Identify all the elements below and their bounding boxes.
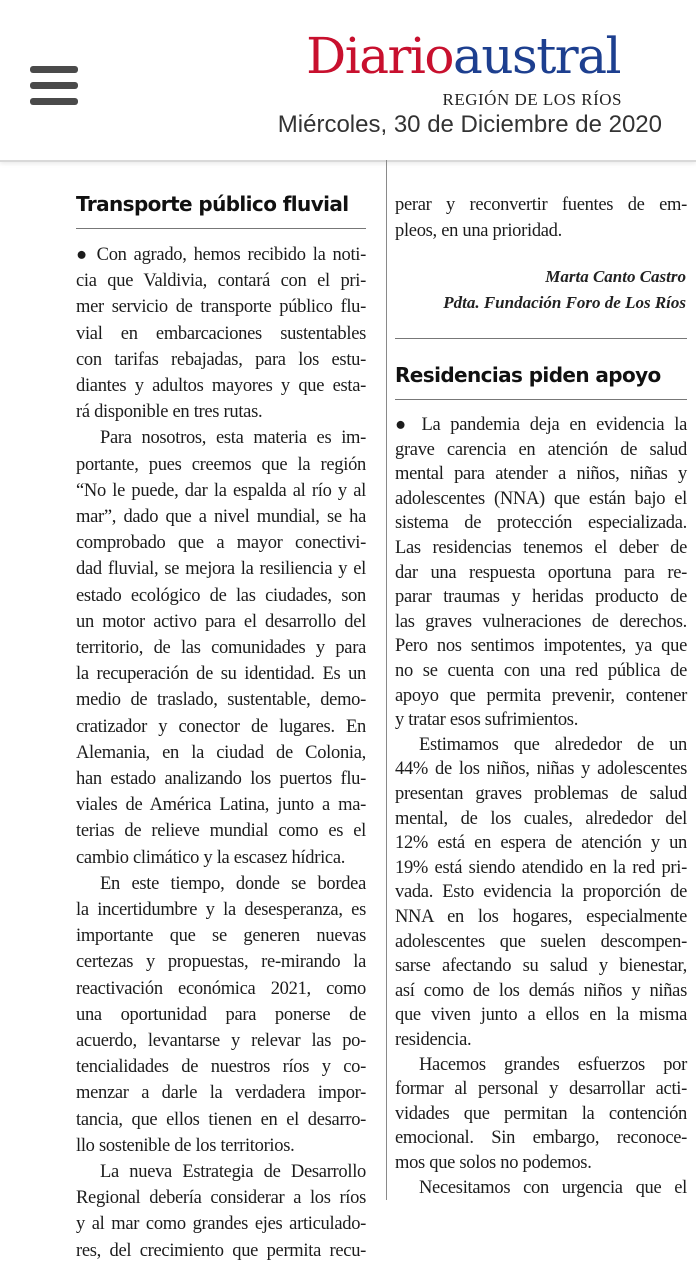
text-line: La nueva Estrategia de Desarrollo bbox=[100, 1162, 366, 1182]
text-line: NNA en los hogares, especialmente bbox=[395, 907, 687, 927]
text-line: En este tiempo, donde se bordea bbox=[100, 873, 366, 894]
text-line: cambio climático y la escasez hídrica. bbox=[76, 847, 346, 868]
article-title: Transporte público fluvial bbox=[76, 192, 349, 216]
text-line: medio de traslado, sustentable, demo- bbox=[76, 690, 366, 711]
text-line: mos que solos no podemos. bbox=[395, 1153, 592, 1173]
author-role: Pdta. Fundación Foro de Los Ríos bbox=[443, 293, 686, 312]
text-line: dad fluvial, se mejora la resiliencia y el bbox=[76, 559, 366, 580]
text-line: Hacemos grandes esfuerzos por bbox=[419, 1054, 687, 1075]
text-line: y tratar esos sufrimientos. bbox=[395, 710, 579, 731]
text-line: con tarifas rebajadas, para los estu- bbox=[76, 349, 366, 370]
text-line: formar al personal y desarrollar acti- bbox=[395, 1079, 687, 1100]
text-line: que viven junto a ellos en la misma bbox=[395, 1005, 687, 1026]
text-line: comprobado que a mayor conectivi- bbox=[76, 533, 366, 554]
text-line: llo sostenible de los territorios. bbox=[76, 1135, 295, 1156]
edition-date: Miércoles, 30 de Diciembre de 2020 bbox=[277, 111, 662, 138]
text-line: presentan graves problemas de salud bbox=[395, 784, 687, 804]
text-line: 12% está en espera de atención y un bbox=[395, 833, 687, 854]
text-line: Para nosotros, esta materia es im- bbox=[100, 428, 366, 449]
text-line: han estado analizando los puertos flu- bbox=[76, 769, 366, 789]
column-divider bbox=[386, 160, 387, 1200]
text-line: importante que se generen nuevas bbox=[76, 926, 366, 947]
text-line: 44% de los niños, niñas y adolescentes bbox=[395, 759, 687, 780]
text-line: estado ecológico de las ciudades, son bbox=[76, 585, 366, 606]
region-label: REGIÓN DE LOS RÍOS bbox=[442, 90, 622, 109]
text-line: las graves vulneraciones de derechos. bbox=[395, 611, 687, 632]
text-line: así como de los demás niños y niñas bbox=[395, 980, 687, 1001]
text-line: viales de América Latina, junto a ma- bbox=[76, 795, 366, 816]
site-logo[interactable]: Diarioaustral bbox=[306, 27, 620, 85]
text-line: diantes y adultos mayores y que esta- bbox=[76, 376, 366, 396]
text-line: mental para atender a niños, niñas y bbox=[395, 464, 687, 485]
text-line: 19% está siendo atendido en la red pri- bbox=[395, 857, 687, 878]
text-line: adolescentes (NNA) que están bajo el bbox=[395, 488, 687, 509]
text-line: vial en embarcaciones sustentables bbox=[76, 323, 366, 344]
text-line: mer servicio de transporte público flu- bbox=[76, 297, 366, 318]
text-line: parar traumas y heridas producto de bbox=[395, 587, 687, 608]
text-line: un motor activo para el desarrollo del bbox=[76, 611, 366, 632]
author-name: Marta Canto Castro bbox=[545, 267, 686, 286]
text-line: perar y reconvertir fuentes de em- bbox=[395, 195, 687, 215]
text-line: cratizador y conector de lugares. En bbox=[76, 716, 366, 737]
text-line: Pero nos sentimos impotentes, ya que bbox=[395, 636, 687, 657]
text-line: res, del crecimiento que permita recu- bbox=[76, 1240, 366, 1261]
text-line: vada. Esto evidencia la proporción de bbox=[395, 882, 687, 903]
text-line: tencialidades de nuestros ríos y co- bbox=[76, 1057, 366, 1078]
text-line: acuerdo, levantarse y relevar las po- bbox=[76, 1031, 366, 1051]
text-line: mar”, dado que a nivel mundial, se ha bbox=[76, 507, 366, 527]
text-line: ● Con agrado, hemos recibido la noti- bbox=[76, 245, 366, 265]
text-line: sarse afectando su salud y bienestar, bbox=[395, 956, 687, 977]
text-line: vidades que permitan la contención bbox=[395, 1103, 687, 1124]
title-underline-2 bbox=[395, 399, 687, 400]
text-line: territorio, de las comunidades y para bbox=[76, 638, 366, 658]
text-line: Regional debería considerar a los ríos bbox=[76, 1188, 366, 1209]
text-line: la recuperación de su identidad. Es un bbox=[76, 664, 366, 685]
text-line: sistema de protección especializada. bbox=[395, 513, 687, 534]
text-line: no se cuenta con una red pública de bbox=[395, 661, 687, 681]
text-line: pleos, en una prioridad. bbox=[395, 221, 562, 241]
text-line: cia que Valdivia, contará con el pri- bbox=[76, 271, 366, 292]
text-line: Las residencias tenemos el deber de bbox=[395, 538, 687, 558]
app-header bbox=[0, 0, 696, 162]
text-line: rá disponible en tres rutas. bbox=[76, 402, 263, 423]
text-line: reactivación económica 2021, como bbox=[76, 978, 366, 999]
hamburger-menu-icon[interactable] bbox=[30, 66, 78, 106]
section-rule bbox=[395, 338, 687, 339]
text-line: certezas y propuestas, re-mirando la bbox=[76, 952, 366, 973]
text-line: y al mar como grandes ejes articulado- bbox=[76, 1214, 366, 1235]
text-line: menzar a darle la verdadera impor- bbox=[76, 1083, 366, 1104]
text-line: emocional. Sin embargo, reconoce- bbox=[395, 1128, 687, 1149]
title-underline bbox=[76, 228, 366, 229]
text-line: “No le puede, dar la espalda al río y al bbox=[76, 480, 366, 501]
text-line: mental, de los cuales, alrededor del bbox=[395, 808, 687, 829]
text-line: Necesitamos con urgencia que el bbox=[419, 1177, 687, 1198]
text-line: grave carencia en atención de salud bbox=[395, 439, 687, 460]
article-title-2: Residencias piden apoyo bbox=[395, 363, 661, 387]
text-line: Estimamos que alrededor de un bbox=[419, 734, 687, 755]
text-line: terias de relieve mundial como es el bbox=[76, 821, 366, 842]
text-line: adolescentes que suelen descompen- bbox=[395, 931, 687, 952]
text-line: dar una respuesta oportuna para re- bbox=[395, 562, 687, 583]
text-line: una oportunidad para ponerse de bbox=[76, 1004, 366, 1025]
text-line: Alemania, en la ciudad de Colonia, bbox=[76, 742, 366, 763]
text-line: tancia, que ellos tienen en el desarro- bbox=[76, 1109, 366, 1130]
text-line: residencia. bbox=[395, 1030, 472, 1050]
text-line: portante, pues creemos que la región bbox=[76, 454, 366, 475]
text-line: apoyo que permita prevenir, contener bbox=[395, 685, 687, 706]
text-line: ● La pandemia deja en evidencia la bbox=[395, 415, 687, 435]
text-line: la incertidumbre y la desesperanza, es bbox=[76, 900, 366, 920]
